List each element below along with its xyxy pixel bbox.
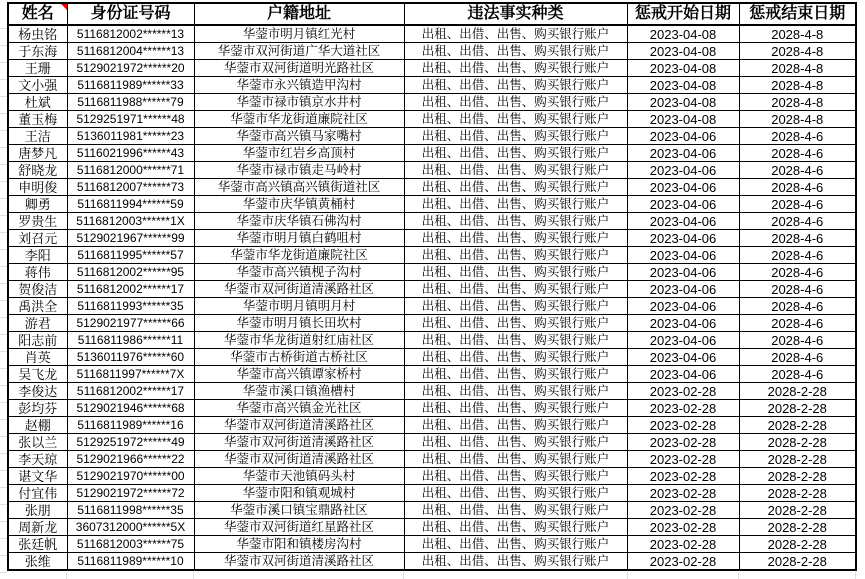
cell-end_date[interactable]: 2028-4-8: [739, 25, 856, 43]
cell-address[interactable]: 华蓥市庆华镇黄桶村: [194, 196, 404, 213]
cell-end_date[interactable]: 2028-4-6: [739, 264, 856, 281]
cell-end_date[interactable]: 2028-4-8: [739, 77, 856, 94]
cell-name[interactable]: 杜斌: [8, 94, 67, 111]
cell-id[interactable]: 5116811993******35: [67, 298, 194, 315]
cell-violation[interactable]: 出租、出借、出售、购买银行账户: [404, 468, 627, 485]
table-row: [8, 128, 856, 145]
cell-id[interactable]: 5136011976******60: [67, 349, 194, 366]
cell-name[interactable]: 周新龙: [8, 519, 67, 536]
cell-id[interactable]: 5116812000******71: [67, 162, 194, 179]
cell-id[interactable]: 5116812003******75: [67, 536, 194, 553]
cell-name[interactable]: 刘召元: [8, 230, 67, 247]
column-header-name[interactable]: [8, 3, 67, 25]
column-header-end-date[interactable]: 惩戒结束日期: [739, 3, 856, 25]
table-row: [8, 332, 856, 349]
cell-name[interactable]: 李俊达: [8, 383, 67, 400]
cell-name[interactable]: 肖英: [8, 349, 67, 366]
cell-address[interactable]: 华蓥市双河街道红星路社区: [194, 519, 404, 536]
cell-violation[interactable]: 出租、出借、出售、购买银行账户: [404, 213, 627, 230]
cell-end_date[interactable]: 2028-2-28: [739, 519, 856, 536]
cell-address[interactable]: 华蓥市阳和镇楼房沟村: [194, 536, 404, 553]
cell-violation[interactable]: 出租、出借、出售、购买银行账户: [404, 77, 627, 94]
cell-name[interactable]: 张以兰: [8, 434, 67, 451]
cell-start_date[interactable]: 2023-04-08: [627, 60, 739, 77]
cell-end_date[interactable]: 2028-4-6: [739, 281, 856, 298]
cell-address[interactable]: 华蓥市双河街道清溪路社区: [194, 417, 404, 434]
table-row: [8, 264, 856, 281]
cell-address[interactable]: 华蓥市禄市镇京水井村: [194, 94, 404, 111]
cell-violation[interactable]: 出租、出借、出售、购买银行账户: [404, 43, 627, 60]
cell-end_date[interactable]: 2028-4-6: [739, 213, 856, 230]
cell-id[interactable]: 5116811995******57: [67, 247, 194, 264]
table-row: [8, 519, 856, 536]
table-row: [8, 349, 856, 366]
cell-name[interactable]: 文小强: [8, 77, 67, 94]
cell-name[interactable]: 谌文华: [8, 468, 67, 485]
cell-violation[interactable]: 出租、出借、出售、购买银行账户: [404, 502, 627, 519]
cell-name[interactable]: 罗贵生: [8, 213, 67, 230]
cell-address[interactable]: 华蓥市双河街道清溪路社区: [194, 434, 404, 451]
cell-start_date[interactable]: 2023-04-06: [627, 128, 739, 145]
table-row: [8, 315, 856, 332]
table-row: [8, 553, 856, 571]
cell-address[interactable]: 华蓥市溪口镇宝鼎路社区: [194, 502, 404, 519]
cell-violation[interactable]: 出租、出借、出售、购买银行账户: [404, 60, 627, 77]
cell-address[interactable]: 华蓥市华龙街道廉院社区: [194, 247, 404, 264]
cell-name[interactable]: 王洁: [8, 128, 67, 145]
cell-start_date[interactable]: 2023-04-06: [627, 162, 739, 179]
cell-start_date[interactable]: 2023-04-06: [627, 349, 739, 366]
table-row: [8, 196, 856, 213]
cell-violation[interactable]: 出租、出借、出售、购买银行账户: [404, 162, 627, 179]
cell-address[interactable]: 华蓥市高兴镇高兴镇街道社区: [194, 179, 404, 196]
cell-start_date[interactable]: 2023-02-28: [627, 502, 739, 519]
cell-address[interactable]: 华蓥市溪口镇渔槽村: [194, 383, 404, 400]
cell-id[interactable]: 5116812002******17: [67, 383, 194, 400]
table-row: [8, 400, 856, 417]
cell-violation[interactable]: 出租、出借、出售、购买银行账户: [404, 94, 627, 111]
cell-start_date[interactable]: 2023-04-08: [627, 25, 739, 43]
table-row: [8, 94, 856, 111]
cell-start_date[interactable]: 2023-02-28: [627, 536, 739, 553]
cell-address[interactable]: 华蓥市双河街道清溪路社区: [194, 451, 404, 468]
cell-name[interactable]: 张廷帆: [8, 536, 67, 553]
cell-start_date[interactable]: 2023-04-06: [627, 213, 739, 230]
cell-address[interactable]: 华蓥市双河街道明光路社区: [194, 60, 404, 77]
cell-start_date[interactable]: 2023-02-28: [627, 383, 739, 400]
cell-id[interactable]: 5116811994******59: [67, 196, 194, 213]
cell-id[interactable]: 5116811989******10: [67, 553, 194, 571]
cell-end_date[interactable]: 2028-4-6: [739, 332, 856, 349]
cell-violation[interactable]: 出租、出借、出售、购买银行账户: [404, 519, 627, 536]
cell-end_date[interactable]: 2028-4-8: [739, 60, 856, 77]
table-row: [8, 281, 856, 298]
cell-name[interactable]: 舒晓龙: [8, 162, 67, 179]
cell-address[interactable]: 华蓥市古桥街道古桥社区: [194, 349, 404, 366]
cell-id[interactable]: 5129251972******49: [67, 434, 194, 451]
cell-address[interactable]: 华蓥市明月镇长田坎村: [194, 315, 404, 332]
cell-violation[interactable]: 出租、出借、出售、购买银行账户: [404, 230, 627, 247]
cell-start_date[interactable]: 2023-02-28: [627, 451, 739, 468]
gridline-stub: [627, 572, 628, 579]
cell-end_date[interactable]: 2028-4-6: [739, 162, 856, 179]
table-row: [8, 77, 856, 94]
cell-end_date[interactable]: 2028-4-6: [739, 315, 856, 332]
cell-violation[interactable]: 出租、出借、出售、购买银行账户: [404, 366, 627, 383]
cell-violation[interactable]: 出租、出借、出售、购买银行账户: [404, 145, 627, 162]
cell-start_date[interactable]: 2023-02-28: [627, 417, 739, 434]
cell-address[interactable]: 华蓥市高兴镇马家嘴村: [194, 128, 404, 145]
cell-start_date[interactable]: 2023-04-08: [627, 77, 739, 94]
cell-start_date[interactable]: 2023-02-28: [627, 434, 739, 451]
cell-violation[interactable]: 出租、出借、出售、购买银行账户: [404, 264, 627, 281]
cell-address[interactable]: 华蓥市明月镇明月村: [194, 298, 404, 315]
cell-start_date[interactable]: 2023-04-06: [627, 315, 739, 332]
cell-name[interactable]: 张朋: [8, 502, 67, 519]
table-row: [8, 111, 856, 128]
table-row: [8, 298, 856, 315]
cell-id[interactable]: 5116811986******11: [67, 332, 194, 349]
cell-end_date[interactable]: 2028-4-8: [739, 94, 856, 111]
cell-name[interactable]: 贺俊洁: [8, 281, 67, 298]
cell-name[interactable]: 董玉梅: [8, 111, 67, 128]
cell-name[interactable]: 杨虫铭: [8, 25, 67, 43]
cell-id[interactable]: 5116811989******33: [67, 77, 194, 94]
cell-start_date[interactable]: 2023-02-28: [627, 553, 739, 571]
cell-address[interactable]: 华蓥市禄市镇走马岭村: [194, 162, 404, 179]
table-row: [8, 60, 856, 77]
cell-address[interactable]: 华蓥市阳和镇观城村: [194, 485, 404, 502]
cell-end_date[interactable]: 2028-2-28: [739, 400, 856, 417]
cell-address[interactable]: 华蓥市红岩乡高顶村: [194, 145, 404, 162]
cell-end_date[interactable]: 2028-2-28: [739, 553, 856, 571]
table-row: [8, 247, 856, 264]
table-row: [8, 213, 856, 230]
cell-address[interactable]: 华蓥市华龙街道射红庙社区: [194, 332, 404, 349]
gridline-stub: [193, 572, 194, 579]
cell-end_date[interactable]: 2028-4-6: [739, 145, 856, 162]
cell-name[interactable]: 付宜伟: [8, 485, 67, 502]
cell-end_date[interactable]: 2028-2-28: [739, 383, 856, 400]
table-row: [8, 502, 856, 519]
column-header-id[interactable]: 身份证号码: [67, 3, 194, 25]
cell-violation[interactable]: 出租、出借、出售、购买银行账户: [404, 383, 627, 400]
cell-name[interactable]: 卿勇: [8, 196, 67, 213]
cell-name[interactable]: 李天琼: [8, 451, 67, 468]
cell-violation[interactable]: 出租、出借、出售、购买银行账户: [404, 417, 627, 434]
cell-name[interactable]: 阳志前: [8, 332, 67, 349]
cell-name[interactable]: 蒋伟: [8, 264, 67, 281]
cell-address[interactable]: 华蓥市永兴镇造甲沟村: [194, 77, 404, 94]
cell-violation[interactable]: 出租、出借、出售、购买银行账户: [404, 111, 627, 128]
cell-id[interactable]: 5116812002******95: [67, 264, 194, 281]
gridline-stub: [66, 572, 67, 579]
cell-id[interactable]: 5129021972******20: [67, 60, 194, 77]
cell-violation[interactable]: 出租、出借、出售、购买银行账户: [404, 536, 627, 553]
cell-address[interactable]: 华蓥市华龙街道廉院社区: [194, 111, 404, 128]
table-row: [8, 485, 856, 502]
cell-violation[interactable]: 出租、出借、出售、购买银行账户: [404, 400, 627, 417]
cell-end_date[interactable]: 2028-2-28: [739, 417, 856, 434]
table-row: [8, 162, 856, 179]
cell-id[interactable]: 5129021966******22: [67, 451, 194, 468]
cell-address[interactable]: 华蓥市高兴镇枧子沟村: [194, 264, 404, 281]
cell-address[interactable]: 华蓥市双河街道广华大道社区: [194, 43, 404, 60]
cell-name[interactable]: 彭均芬: [8, 400, 67, 417]
cell-start_date[interactable]: 2023-04-06: [627, 332, 739, 349]
table-row: [8, 179, 856, 196]
cell-violation[interactable]: 出租、出借、出售、购买银行账户: [404, 315, 627, 332]
cell-name[interactable]: 申明俊: [8, 179, 67, 196]
cell-start_date[interactable]: 2023-02-28: [627, 485, 739, 502]
cell-name[interactable]: 赵棚: [8, 417, 67, 434]
cell-end_date[interactable]: 2028-4-6: [739, 247, 856, 264]
cell-end_date[interactable]: 2028-4-6: [739, 128, 856, 145]
cell-violation[interactable]: 出租、出借、出售、购买银行账户: [404, 451, 627, 468]
table-row: [8, 536, 856, 553]
cell-start_date[interactable]: 2023-02-28: [627, 400, 739, 417]
table-row: [8, 417, 856, 434]
column-header-address[interactable]: 户籍地址: [194, 3, 404, 25]
cell-start_date[interactable]: 2023-02-28: [627, 519, 739, 536]
cell-violation[interactable]: 出租、出借、出售、购买银行账户: [404, 128, 627, 145]
cell-end_date[interactable]: 2028-2-28: [739, 434, 856, 451]
table-row: [8, 468, 856, 485]
header-row: [8, 3, 856, 25]
cell-end_date[interactable]: 2028-4-8: [739, 111, 856, 128]
cell-end_date[interactable]: 2028-4-6: [739, 298, 856, 315]
table-row: [8, 145, 856, 162]
cell-name[interactable]: 于东海: [8, 43, 67, 60]
cell-start_date[interactable]: 2023-04-06: [627, 366, 739, 383]
cell-violation[interactable]: 出租、出借、出售、购买银行账户: [404, 332, 627, 349]
cell-end_date[interactable]: 2028-2-28: [739, 451, 856, 468]
cell-address[interactable]: 华蓥市明月镇红光村: [194, 25, 404, 43]
cell-start_date[interactable]: 2023-04-06: [627, 247, 739, 264]
cell-end_date[interactable]: 2028-2-28: [739, 485, 856, 502]
table-row: [8, 25, 856, 43]
cell-violation[interactable]: 出租、出借、出售、购买银行账户: [404, 281, 627, 298]
column-header-name-label: 姓名: [21, 5, 54, 22]
cell-address[interactable]: 华蓥市明月镇白鹤咀村: [194, 230, 404, 247]
cell-address[interactable]: 华蓥市高兴镇谭家桥村: [194, 366, 404, 383]
cell-violation[interactable]: 出租、出借、出售、购买银行账户: [404, 179, 627, 196]
cell-start_date[interactable]: 2023-04-08: [627, 111, 739, 128]
column-header-start-date[interactable]: 惩戒开始日期: [627, 3, 739, 25]
cell-id[interactable]: 5129021970******00: [67, 468, 194, 485]
punishment-table: [7, 2, 857, 571]
cell-id[interactable]: 5116812007******73: [67, 179, 194, 196]
cell-id[interactable]: 5116811997******7X: [67, 366, 194, 383]
cell-start_date[interactable]: 2023-04-06: [627, 196, 739, 213]
table-row: [8, 451, 856, 468]
cell-start_date[interactable]: 2023-04-08: [627, 94, 739, 111]
cell-violation[interactable]: 出租、出借、出售、购买银行账户: [404, 434, 627, 451]
cell-id[interactable]: 5116811988******79: [67, 94, 194, 111]
cell-start_date[interactable]: 2023-04-06: [627, 281, 739, 298]
column-header-violation[interactable]: 违法事实种类: [404, 3, 627, 25]
cell-end_date[interactable]: 2028-4-6: [739, 196, 856, 213]
cell-id[interactable]: 5116812004******13: [67, 43, 194, 60]
cell-violation[interactable]: 出租、出借、出售、购买银行账户: [404, 349, 627, 366]
cell-id[interactable]: 5129251971******48: [67, 111, 194, 128]
table-row: [8, 434, 856, 451]
cell-id[interactable]: 5116811998******35: [67, 502, 194, 519]
cell-address[interactable]: 华蓥市庆华镇石佛沟村: [194, 213, 404, 230]
cell-id[interactable]: 5116021996******43: [67, 145, 194, 162]
table-row: [8, 43, 856, 60]
cell-id[interactable]: 3607312000******5X: [67, 519, 194, 536]
cell-start_date[interactable]: 2023-04-06: [627, 145, 739, 162]
cell-name[interactable]: 张维: [8, 553, 67, 571]
cell-id[interactable]: 5116811989******16: [67, 417, 194, 434]
table-row: [8, 366, 856, 383]
cell-end_date[interactable]: 2028-4-6: [739, 230, 856, 247]
cell-address[interactable]: 华蓥市双河街道清溪路社区: [194, 553, 404, 571]
cell-start_date[interactable]: 2023-04-06: [627, 230, 739, 247]
cell-start_date[interactable]: 2023-04-06: [627, 298, 739, 315]
cell-id[interactable]: 5129021972******72: [67, 485, 194, 502]
cell-start_date[interactable]: 2023-02-28: [627, 468, 739, 485]
cell-violation[interactable]: 出租、出借、出售、购买银行账户: [404, 485, 627, 502]
cell-end_date[interactable]: 2028-2-28: [739, 502, 856, 519]
table-body: [8, 25, 856, 570]
cell-id[interactable]: 5116812003******1X: [67, 213, 194, 230]
cell-address[interactable]: 华蓥市天池镇码头村: [194, 468, 404, 485]
cell-address[interactable]: 华蓥市高兴镇金光社区: [194, 400, 404, 417]
cell-end_date[interactable]: 2028-2-28: [739, 536, 856, 553]
comment-marker-icon: [61, 4, 67, 10]
cell-address[interactable]: 华蓥市双河街道清溪路社区: [194, 281, 404, 298]
cell-violation[interactable]: 出租、出借、出售、购买银行账户: [404, 25, 627, 43]
cell-violation[interactable]: 出租、出借、出售、购买银行账户: [404, 553, 627, 571]
cell-start_date[interactable]: 2023-04-06: [627, 264, 739, 281]
cell-id[interactable]: 5129021967******99: [67, 230, 194, 247]
cell-end_date[interactable]: 2028-4-6: [739, 179, 856, 196]
cell-violation[interactable]: 出租、出借、出售、购买银行账户: [404, 196, 627, 213]
cell-id[interactable]: 5129021946******68: [67, 400, 194, 417]
table-row: [8, 383, 856, 400]
cell-name[interactable]: 唐梦凡: [8, 145, 67, 162]
cell-start_date[interactable]: 2023-04-06: [627, 179, 739, 196]
cell-name[interactable]: 禹洪全: [8, 298, 67, 315]
gridline-stub: [855, 572, 856, 579]
cell-end_date[interactable]: 2028-4-6: [739, 366, 856, 383]
cell-name[interactable]: 王珊: [8, 60, 67, 77]
cell-name[interactable]: 吴飞龙: [8, 366, 67, 383]
cell-end_date[interactable]: 2028-4-8: [739, 43, 856, 60]
cell-id[interactable]: 5129021977******66: [67, 315, 194, 332]
gridline-stub: [403, 572, 404, 579]
cell-name[interactable]: 李阳: [8, 247, 67, 264]
cell-violation[interactable]: 出租、出借、出售、购买银行账户: [404, 298, 627, 315]
cell-id[interactable]: 5116812002******17: [67, 281, 194, 298]
cell-end_date[interactable]: 2028-2-28: [739, 468, 856, 485]
gridline-stub: [738, 572, 739, 579]
cell-id[interactable]: 5136011981******23: [67, 128, 194, 145]
sheet-gridlines-left: [0, 12, 7, 573]
cell-start_date[interactable]: 2023-04-08: [627, 43, 739, 60]
cell-violation[interactable]: 出租、出借、出售、购买银行账户: [404, 247, 627, 264]
table-row: [8, 230, 856, 247]
cell-name[interactable]: 游君: [8, 315, 67, 332]
cell-end_date[interactable]: 2028-4-6: [739, 349, 856, 366]
cell-id[interactable]: 5116812002******13: [67, 25, 194, 43]
